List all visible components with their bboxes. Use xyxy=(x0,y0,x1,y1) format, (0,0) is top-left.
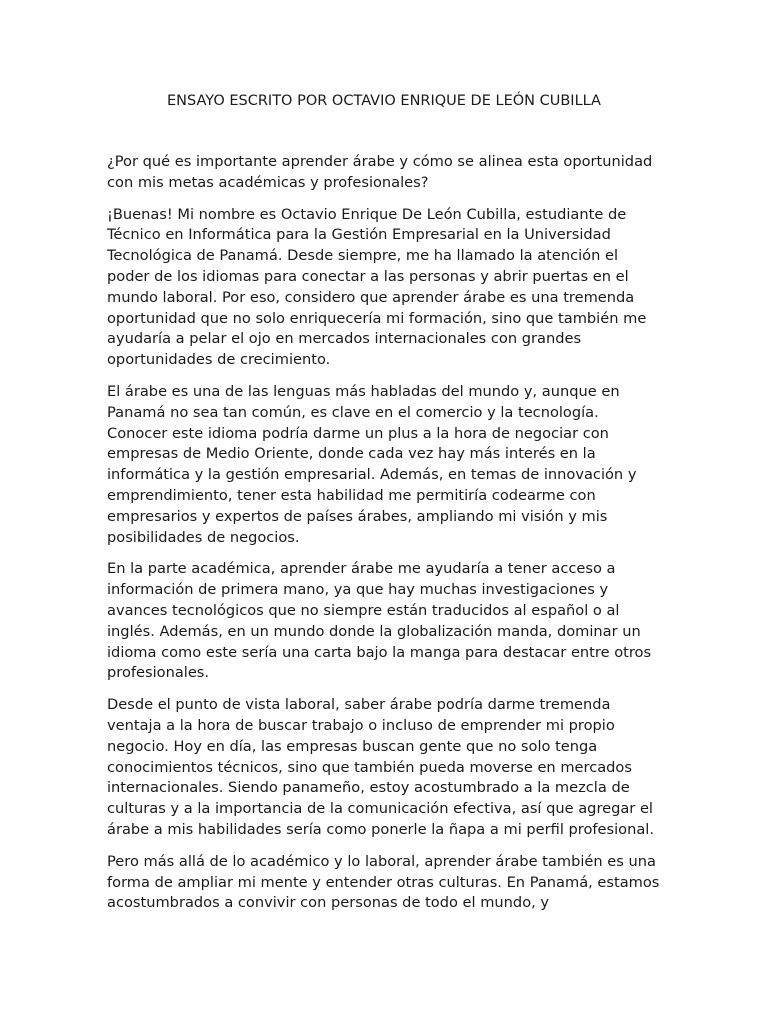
document-title: ENSAYO ESCRITO POR OCTAVIO ENRIQUE DE LEÓN CUBILLA xyxy=(167,93,601,109)
paragraph-introduction: ¡Buenas! Mi nombre es Octavio Enrique De León Cubilla, estudiante de Técnico en Informática para la Gestión Empresarial en la Universidad Tecnológica de Panamá. Desde siempre, me ha llamado la atención el poder de los idiomas para conectar a las personas y abrir puertas en el mundo laboral. Por eso, considero que aprender árabe es una tremenda oportunidad que no solo enriquecería mi formación, sino que también me ayudaría a pelar el ojo en mercados internacionales con grandes oportunidades de crecimiento. xyxy=(107,205,647,369)
paragraph-academic: En la parte académica, aprender árabe me ayudaría a tener acceso a información de primera mano, ya que hay muchas investigaciones y avances tecnológicos que no siempre están traducidos al español o al inglés. Además, en un mundo donde la globalización manda, dominar un idioma como este sería una carta bajo la manga para destacar entre otros profesionales. xyxy=(107,560,652,682)
paragraph-commerce: El árabe es una de las lenguas más habladas del mundo y, aunque en Panamá no sea tan común, es clave en el comercio y la tecnología. Conocer este idioma podría darme un plus a la hora de negociar con empresas de Medio Oriente, donde cada vez hay más interés en la informática y la gestión empresarial. Además, en temas de innovación y emprendimiento, tener esta habilidad me permitiría codearme con empresarios y expertos de países árabes, ampliando mi visión y mis posibilidades de negocios. xyxy=(107,382,637,546)
paragraph-culture: Pero más allá de lo académico y lo laboral, aprender árabe también es una forma de ampliar mi mente y entender otras culturas. En Panamá, estamos acostumbrados a convivir con personas de todo el mundo, y xyxy=(107,852,660,912)
paragraph-question: ¿Por qué es importante aprender árabe y cómo se alinea esta oportunidad con mis metas académicas y profesionales? xyxy=(107,153,653,191)
document-body xyxy=(107,152,663,925)
paragraph-labor: Desde el punto de vista laboral, saber árabe podría darme tremenda ventaja a la hora de buscar trabajo o incluso de emprender mi propio negocio. Hoy en día, las empresas buscan gente que no solo tenga conocimientos técnicos, sino que también pueda moverse en mercados internacionales. Siendo panameño, estoy acostumbrado a la mezcla de culturas y a la importancia de la comunicación efectiva, así que agregar el árabe a mis habilidades sería como ponerle la ñapa a mi perfil profesional. xyxy=(107,696,654,838)
